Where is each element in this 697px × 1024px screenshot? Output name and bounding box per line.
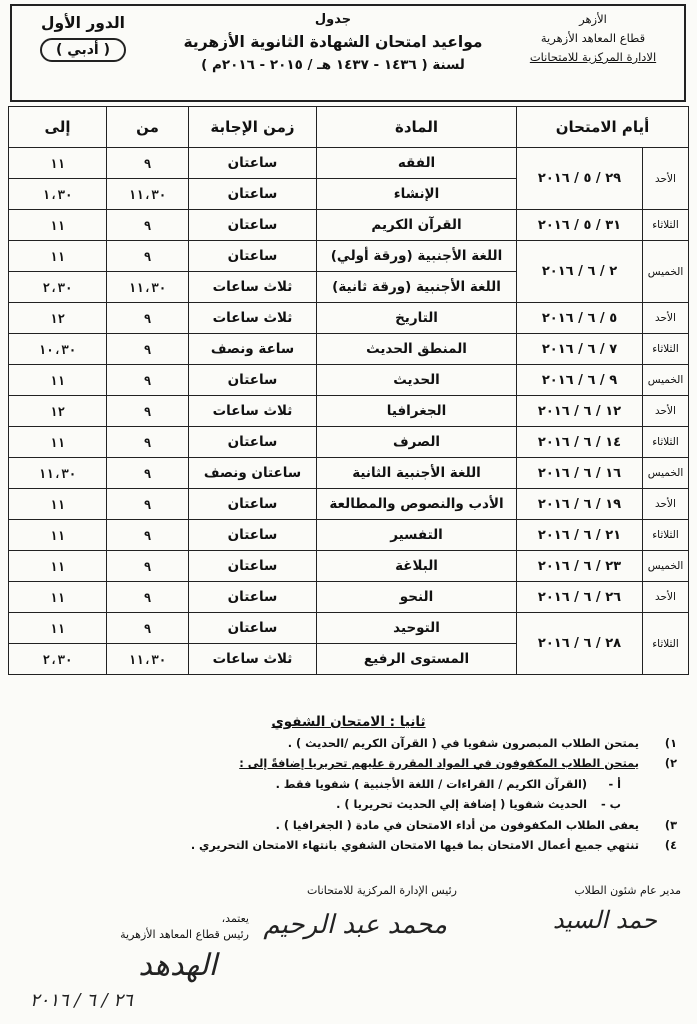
- duration-cell: ثلاث ساعات: [189, 303, 317, 334]
- duration-cell: ثلاث ساعات: [189, 396, 317, 427]
- subject-cell: الحديث: [317, 365, 517, 396]
- date-cell: ١٤ / ٦ / ٢٠١٦: [517, 427, 643, 458]
- duration-cell: ساعتان: [189, 489, 317, 520]
- day-cell: الخميس: [643, 365, 689, 396]
- date-cell: ٢ / ٦ / ٢٠١٦: [517, 241, 643, 303]
- document-header: [10, 4, 686, 102]
- table-row: [9, 303, 689, 334]
- from-cell: ٩: [107, 551, 189, 582]
- subject-cell: الفقه: [317, 148, 517, 179]
- signature-exams-head: رئيس الإدارة المركزية للامتحانات: [306, 884, 457, 897]
- day-cell: الخميس: [643, 458, 689, 489]
- day-cell: الثلاثاء: [643, 334, 689, 365]
- date-cell: ٢٣ / ٦ / ٢٠١٦: [517, 551, 643, 582]
- authority-line-2: قطاع المعاهد الأزهرية: [540, 31, 646, 45]
- to-cell: ١١: [9, 551, 107, 582]
- to-cell: ١١: [9, 489, 107, 520]
- to-cell: ١١: [9, 365, 107, 396]
- item-number: ٤): [664, 839, 677, 852]
- from-cell: ٩: [107, 303, 189, 334]
- header-from: من: [107, 107, 189, 148]
- oral-item-2: [14, 754, 683, 775]
- table-row: [9, 458, 689, 489]
- schedule-table: [8, 106, 689, 675]
- subject-cell: اللغة الأجنبية (ورقة أولي): [317, 241, 517, 272]
- from-cell: ٩: [107, 365, 189, 396]
- oral-item-4: [14, 836, 683, 857]
- section-badge: ( أدبي ): [40, 38, 126, 62]
- oral-item-1: [14, 734, 683, 755]
- subject-cell: اللغة الأجنبية الثانية: [317, 458, 517, 489]
- from-cell: ٩: [107, 334, 189, 365]
- subject-cell: التوحيد: [317, 613, 517, 644]
- from-cell: ٩: [107, 520, 189, 551]
- to-cell: ١١: [9, 148, 107, 179]
- oral-item-3: [14, 816, 683, 837]
- handwritten-signature: ﺍﻟﻬﺪﻫﺪ: [138, 948, 217, 983]
- round-label: الدور الأول: [41, 14, 125, 32]
- day-cell: الأحد: [643, 582, 689, 613]
- duration-cell: ساعتان: [189, 613, 317, 644]
- to-cell: ١١: [9, 582, 107, 613]
- date-cell: ١٢ / ٦ / ٢٠١٦: [517, 396, 643, 427]
- item-number: ٣): [664, 818, 677, 832]
- handwritten-date: ٢٦ / ٦ / ٢٠١٦: [30, 990, 133, 1011]
- from-cell: ٩: [107, 582, 189, 613]
- sub-label: أ -: [608, 777, 621, 791]
- subject-cell: التاريخ: [317, 303, 517, 334]
- from-cell: ١١،٣٠: [107, 272, 189, 303]
- subject-cell: الجغرافيا: [317, 396, 517, 427]
- day-cell: الثلاثاء: [643, 427, 689, 458]
- day-cell: الأحد: [643, 303, 689, 334]
- handwritten-signature: ﺣﻤﺪ ﺍﻟﺴﻴﺪ: [552, 906, 657, 934]
- table-row: [9, 551, 689, 582]
- subject-cell: الإنشاء: [317, 179, 517, 210]
- subject-cell: التفسير: [317, 520, 517, 551]
- doc-subtitle: مواعيد امتحان الشهادة الثانوية الأزهرية: [183, 33, 483, 51]
- to-cell: ١١: [9, 520, 107, 551]
- sub-label: ب -: [601, 798, 621, 811]
- item-text: تنتهي جميع أعمال الامتحان بما فيها الامتحان الشفوي بانتهاء الامتحان التحريري .: [190, 839, 639, 852]
- table-row: [9, 210, 689, 241]
- authority-line-3: الادارة المركزية للامتحانات: [529, 50, 657, 64]
- day-cell: الخميس: [643, 241, 689, 303]
- approved-label: يعتمد،: [221, 912, 249, 925]
- to-cell: ٢،٣٠: [9, 272, 107, 303]
- header-duration: زمن الإجابة: [189, 107, 317, 148]
- day-cell: الثلاثاء: [643, 613, 689, 675]
- item-number: ١): [664, 736, 677, 750]
- table-row: [9, 365, 689, 396]
- to-cell: ١،٣٠: [9, 179, 107, 210]
- subject-cell: الأدب والنصوص والمطالعة: [317, 489, 517, 520]
- authority-line-1: الأزهر: [579, 12, 607, 26]
- from-cell: ٩: [107, 210, 189, 241]
- table-row: [9, 148, 689, 179]
- from-cell: ١١،٣٠: [107, 179, 189, 210]
- date-cell: ٢٦ / ٦ / ٢٠١٦: [517, 582, 643, 613]
- from-cell: ٩: [107, 241, 189, 272]
- subject-cell: القرآن الكريم: [317, 210, 517, 241]
- to-cell: ٢،٣٠: [9, 644, 107, 675]
- duration-cell: ساعتان ونصف: [189, 458, 317, 489]
- table-row: [9, 241, 689, 272]
- duration-cell: ساعة ونصف: [189, 334, 317, 365]
- oral-exam-section: [14, 712, 683, 857]
- from-cell: ٩: [107, 458, 189, 489]
- table-row: [9, 489, 689, 520]
- duration-cell: ساعتان: [189, 179, 317, 210]
- day-cell: الأحد: [643, 489, 689, 520]
- duration-cell: ساعتان: [189, 520, 317, 551]
- table-row: [9, 427, 689, 458]
- to-cell: ١٢: [9, 396, 107, 427]
- table-row: [9, 613, 689, 644]
- duration-cell: ثلاث ساعات: [189, 272, 317, 303]
- sub-text: (القرآن الكريم / القراءات / اللغة الأجنبية ) شفويا فقط .: [275, 777, 587, 791]
- doc-year: لسنة ( ١٤٣٦ - ١٤٣٧ هـ / ٢٠١٥ - ٢٠١٦م ): [201, 57, 465, 73]
- from-cell: ٩: [107, 489, 189, 520]
- date-cell: ١٦ / ٦ / ٢٠١٦: [517, 458, 643, 489]
- handwritten-signature: ﻣﺤﻤﺪ ﻋﺒﺪ ﺍﻟﺮﺣﻴﻢ: [263, 910, 447, 940]
- to-cell: ١٠،٣٠: [9, 334, 107, 365]
- duration-cell: ثلاث ساعات: [189, 644, 317, 675]
- date-cell: ٢٨ / ٦ / ٢٠١٦: [517, 613, 643, 675]
- table-row: [9, 520, 689, 551]
- header-days: أيام الامتحان: [517, 107, 689, 148]
- day-cell: الثلاثاء: [643, 520, 689, 551]
- from-cell: ٩: [107, 427, 189, 458]
- subject-cell: الصرف: [317, 427, 517, 458]
- date-cell: ٢٩ / ٥ / ٢٠١٦: [517, 148, 643, 210]
- duration-cell: ساعتان: [189, 551, 317, 582]
- title-block: [162, 10, 504, 76]
- to-cell: ١٢: [9, 303, 107, 334]
- day-cell: الأحد: [643, 148, 689, 210]
- duration-cell: ساعتان: [189, 210, 317, 241]
- to-cell: ١١: [9, 613, 107, 644]
- from-cell: ٩: [107, 396, 189, 427]
- from-cell: ٩: [107, 613, 189, 644]
- date-cell: ١٩ / ٦ / ٢٠١٦: [517, 489, 643, 520]
- subject-cell: المنطق الحديث: [317, 334, 517, 365]
- table-row: [9, 334, 689, 365]
- duration-cell: ساعتان: [189, 241, 317, 272]
- date-cell: ٩ / ٦ / ٢٠١٦: [517, 365, 643, 396]
- subject-cell: اللغة الأجنبية (ورقة ثانية): [317, 272, 517, 303]
- duration-cell: ساعتان: [189, 148, 317, 179]
- to-cell: ١١: [9, 241, 107, 272]
- oral-title: ثانيا : الامتحان الشفوي: [271, 714, 426, 730]
- round-block: [18, 10, 148, 62]
- item-number: ٢): [664, 757, 677, 770]
- table-row: [9, 582, 689, 613]
- signature-students-affairs: مدير عام شئون الطلاب: [574, 884, 681, 897]
- table-header-row: [9, 107, 689, 148]
- oral-item-2a: [14, 775, 683, 796]
- to-cell: ١١،٣٠: [9, 458, 107, 489]
- subject-cell: النحو: [317, 582, 517, 613]
- duration-cell: ساعتان: [189, 427, 317, 458]
- subject-cell: المستوى الرفيع: [317, 644, 517, 675]
- authority-block: [508, 10, 678, 67]
- day-cell: الأحد: [643, 396, 689, 427]
- sub-text: الحديث شفويا ( إضافة إلي الحديث تحريريا ) .: [336, 798, 587, 811]
- header-to: إلى: [9, 107, 107, 148]
- item-text: يعفى الطلاب المكفوفون من أداء الامتحان في مادة ( الجغرافيا ) .: [275, 818, 639, 832]
- header-subject: المادة: [317, 107, 517, 148]
- day-cell: الخميس: [643, 551, 689, 582]
- doc-title: جدول: [314, 12, 352, 27]
- day-cell: الثلاثاء: [643, 210, 689, 241]
- item-text: يمتحن الطلاب المبصرون شفويا في ( القرآن الكريم /الحديث ) .: [287, 736, 639, 750]
- to-cell: ١١: [9, 210, 107, 241]
- date-cell: ٣١ / ٥ / ٢٠١٦: [517, 210, 643, 241]
- to-cell: ١١: [9, 427, 107, 458]
- from-cell: ٩: [107, 148, 189, 179]
- date-cell: ٥ / ٦ / ٢٠١٦: [517, 303, 643, 334]
- item-text: يمتحن الطلاب المكفوفون في المواد المقررة عليهم تحريريا إضافةً إلى :: [239, 757, 639, 770]
- oral-item-2b: [14, 795, 683, 816]
- table-row: [9, 396, 689, 427]
- date-cell: ٧ / ٦ / ٢٠١٦: [517, 334, 643, 365]
- from-cell: ١١،٣٠: [107, 644, 189, 675]
- date-cell: ٢١ / ٦ / ٢٠١٦: [517, 520, 643, 551]
- duration-cell: ساعتان: [189, 582, 317, 613]
- subject-cell: البلاغة: [317, 551, 517, 582]
- signature-sector-head: رئيس قطاع المعاهد الأزهرية: [120, 928, 249, 941]
- duration-cell: ساعتان: [189, 365, 317, 396]
